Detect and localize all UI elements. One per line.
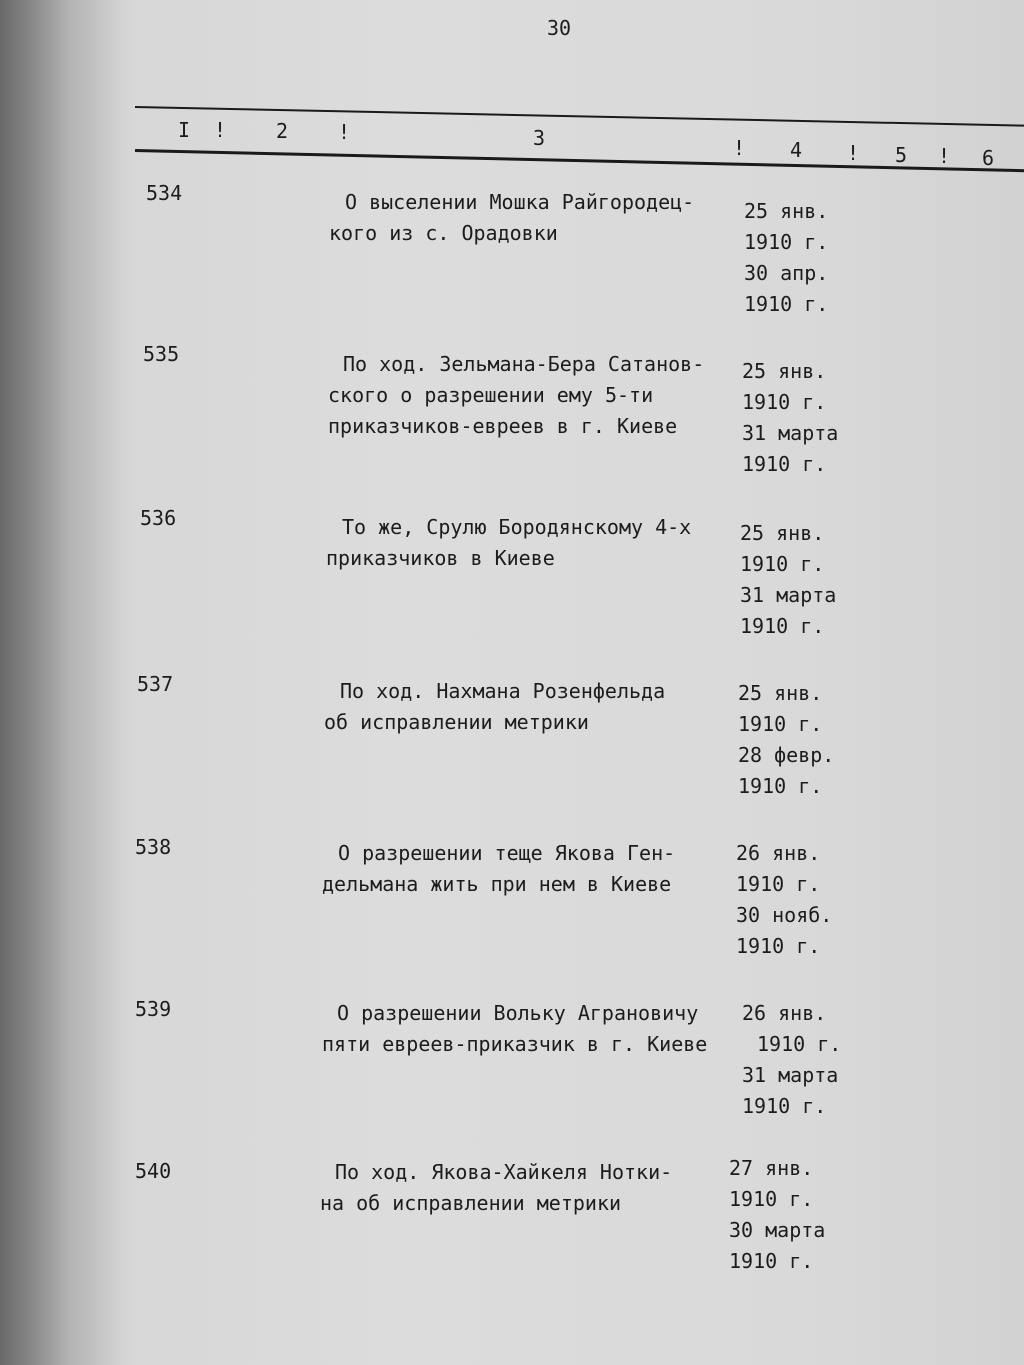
case-description-continued — [326, 543, 555, 574]
case-number: 536 — [140, 506, 177, 530]
start-year: 1910 г. — [744, 230, 829, 254]
end-date: 30 марта — [729, 1218, 826, 1242]
case-description — [338, 838, 675, 869]
case-description-continued — [324, 707, 589, 738]
description-line: О разрешении Вольку Аграновичу — [337, 1001, 699, 1025]
description-line: По ход. Якова-Хайкеля Нотки- — [335, 1160, 673, 1184]
case-description — [345, 187, 694, 218]
column-4-heading: 4 — [790, 138, 803, 162]
case-description — [337, 998, 698, 1029]
start-year: 1910 г. — [742, 390, 827, 414]
column-separator: ! — [733, 136, 746, 160]
case-number: 534 — [146, 181, 183, 205]
description-line: О выселении Мошка Райгородец- — [345, 190, 695, 214]
end-date: 31 марта — [742, 421, 839, 445]
case-dates — [740, 518, 836, 642]
header-bottom-rule — [135, 149, 1024, 172]
column-1-heading: I — [178, 118, 191, 142]
case-description — [335, 1157, 672, 1188]
case-number: 540 — [135, 1159, 172, 1183]
case-description — [342, 512, 691, 543]
column-separator: ! — [847, 141, 860, 165]
end-date: 28 февр. — [738, 743, 835, 767]
case-description-continued — [322, 869, 671, 900]
start-date: 25 янв. — [744, 199, 829, 223]
column-3-heading: 3 — [533, 126, 546, 150]
description-line: приказчиков-евреев в г. Киеве — [328, 414, 678, 438]
case-dates-end — [742, 1060, 838, 1122]
case-dates — [736, 838, 832, 962]
start-date: 25 янв. — [742, 359, 827, 383]
case-number: 537 — [137, 672, 174, 696]
start-date: 26 янв. — [742, 1001, 827, 1025]
start-date: 25 янв. — [740, 521, 825, 545]
case-dates — [744, 196, 828, 320]
description-line: кого из с. Орадовки — [329, 221, 558, 245]
end-date: 30 апр. — [744, 261, 829, 285]
case-description-continued — [322, 1029, 707, 1060]
column-2-heading: 2 — [276, 119, 289, 143]
description-line: об исправлении метрики — [324, 710, 589, 734]
case-description-continued — [328, 380, 677, 442]
description-line: приказчиков в Киеве — [326, 546, 555, 570]
column-5-heading: 5 — [895, 143, 908, 167]
case-number: 539 — [135, 997, 172, 1021]
case-dates — [729, 1153, 825, 1277]
column-6-heading: 6 — [982, 146, 995, 170]
description-line: По ход. Зельмана-Бера Сатанов- — [343, 352, 705, 376]
case-number: 538 — [135, 835, 172, 859]
end-year: 1910 г. — [742, 452, 827, 476]
description-line: на об исправлении метрики — [320, 1191, 622, 1215]
start-year: 1910 г. — [736, 872, 821, 896]
end-year: 1910 г. — [742, 1094, 827, 1118]
description-line: По ход. Нахмана Розенфельда — [340, 679, 666, 703]
case-dates — [742, 356, 838, 480]
header-top-rule — [135, 106, 1024, 127]
case-number: 535 — [143, 342, 180, 366]
end-year: 1910 г. — [744, 292, 829, 316]
start-date: 27 янв. — [729, 1156, 814, 1180]
case-dates-continued — [757, 1029, 841, 1060]
start-date: 26 янв. — [736, 841, 821, 865]
column-separator: ! — [338, 120, 351, 144]
start-date: 25 янв. — [738, 681, 823, 705]
start-year: 1910 г. — [729, 1187, 814, 1211]
case-dates — [738, 678, 834, 802]
binding-shadow — [0, 0, 135, 1365]
description-line: То же, Срулю Бородянскому 4-х — [342, 515, 692, 539]
case-description — [340, 676, 665, 707]
end-year: 1910 г. — [736, 934, 821, 958]
end-year: 1910 г. — [738, 774, 823, 798]
end-date: 31 марта — [742, 1063, 839, 1087]
end-date: 31 марта — [740, 583, 837, 607]
description-line: пяти евреев-приказчик в г. Киеве — [322, 1032, 708, 1056]
end-date: 30 нояб. — [736, 903, 833, 927]
end-year: 1910 г. — [740, 614, 825, 638]
end-year: 1910 г. — [729, 1249, 814, 1273]
column-separator: ! — [214, 118, 227, 142]
start-year: 1910 г. — [740, 552, 825, 576]
description-line: дельмана жить при нем в Киеве — [322, 872, 672, 896]
case-description-continued — [320, 1188, 621, 1219]
case-description — [343, 349, 704, 380]
start-year: 1910 г. — [738, 712, 823, 736]
column-separator: ! — [938, 144, 951, 168]
case-description-continued — [329, 218, 558, 249]
description-line: ского о разрешении ему 5-ти — [328, 383, 654, 407]
page-number: 30 — [547, 16, 572, 40]
start-year: 1910 г. — [757, 1032, 842, 1056]
description-line: О разрешении теще Якова Ген- — [338, 841, 676, 865]
case-dates — [742, 998, 826, 1029]
